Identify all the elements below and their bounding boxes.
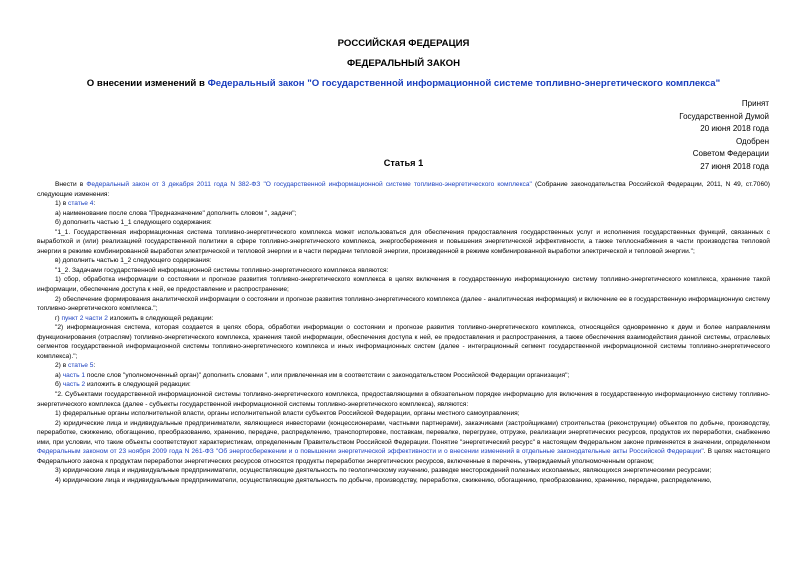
paragraph-text: г)	[55, 314, 62, 322]
paragraph-text: а)	[55, 371, 63, 379]
paragraph-text: "2. Субъектами государственной информационной системы топливно-энергетического комплекса, предоставляющими в обязательном порядке информацию для включения в государственную информационную систему топливно-энергетического комплекса (далее - субъекты государственной информационной системы топливно-энергетического комплекса), являются:	[37, 391, 770, 408]
body-paragraph	[37, 409, 770, 419]
body-paragraph	[37, 371, 770, 381]
approved-by: Советом Федерации	[692, 149, 769, 158]
paragraph-text: 1) в	[55, 200, 69, 208]
law-title-link[interactable]: Федеральный закон "О государственной информационной системе топливно-энергетического комплекса"	[207, 78, 721, 89]
body-paragraph	[37, 323, 770, 361]
paragraph-text: "1_2. Задачами государственной информационной системы топливно-энергетического комплекса являются:	[55, 266, 389, 274]
adopted-date: 20 июня 2018 года	[700, 124, 769, 133]
paragraph-text: 2) обеспечение формирования аналитической информации о состоянии и прогнозе развития топливно-энергетического комплекса (далее - аналитическая информация) и включение ее в государственную информационную систему топливно-энергетического комплекса.";	[37, 295, 770, 313]
paragraph-text: 1) федеральные органы исполнительной власти, органы исполнительной власти субъектов Российской Федерации, органы местного самоуправления;	[55, 410, 520, 418]
paragraph-text: Внести в	[55, 181, 87, 188]
paragraph-text: "2) информационная система, которая создается в целях сбора, обработки информации о состоянии и прогнозе развития топливно-энергетического комплекса, относящейся одновременно к двум и более направлениям функционирования (отраслям) топливно-энергетического комплекса, хранения такой информации, обеспечения доступа к ней, ее предоставления и распространения, а также обеспечения взаимодействия данной системы, отраслевых сегментов государственной информационной системы топливно-энергетического комплекса и иных информационных систем (далее - интеграционный сегмент государственной информационной системы топливно-энергетического комплекса).";	[37, 324, 770, 360]
law-reference-link[interactable]: Федеральный закон от 3 декабря 2011 года N 382-ФЗ "О государственной информационной системе топливно-энергетического комплекса"	[86, 181, 532, 188]
paragraph-text: "1_1. Государственная информационная система топливно-энергетического комплекса может использоваться для обеспечения предоставления государственных услуг и исполнения государственных функций, связанных с выработкой и (или) реализацией государственной политики в сфере топливно-энергетического комплекса, энергосбережения и повышения энергетической эффективности, а также теплоснабжения в части производства тепловой энергии в режиме комбинированной выработки электрической и тепловой энергии и в части передачи тепловой энергии, произведенной в режиме комбинированной выработки электрической и тепловой энергии.";	[37, 228, 770, 255]
body-paragraph	[37, 199, 770, 209]
paragraph-text: 2) юридические лица и индивидуальные предприниматели, являющиеся инвесторами (концессионерами, частными партнерами), заказчиками (застройщиками) строительства (реконструкции) объектов по добыче, производству, переработке, сжижению, обогащению, преобразованию, хранению, передаче, распределению, транспортировке, поставкам, перевалке, перегрузке, отгрузке, реализации энергетических ресурсов, продуктов их переработки, снабжению ими, при условии, что такие объекты соответствуют характеристикам, определенным Правительством Российской Федерации. Понятие "энергетический ресурс" в настоящем Федеральном законе применяется в значении, определенном	[37, 419, 770, 446]
body-paragraph	[37, 275, 770, 294]
body-paragraph	[37, 361, 770, 371]
document-body	[37, 180, 770, 486]
law-reference-link[interactable]: часть 2	[62, 381, 86, 389]
paragraph-text: :	[93, 362, 96, 370]
law-reference-link[interactable]: пункт 2 части 2	[61, 314, 108, 322]
paragraph-text: б) дополнить частью 1_1 следующего содержания:	[55, 219, 212, 227]
law-title	[0, 78, 807, 89]
body-paragraph	[37, 476, 770, 486]
law-reference-link[interactable]: статье 4	[68, 200, 94, 208]
body-paragraph	[37, 390, 770, 409]
paragraph-text: а) наименование после слова "Предназначение" дополнить словом ", задачи";	[55, 209, 297, 217]
paragraph-text: :	[93, 200, 96, 208]
paragraph-text: 2) в	[55, 362, 69, 370]
body-paragraph	[37, 295, 770, 314]
law-type-heading: ФЕДЕРАЛЬНЫЙ ЗАКОН	[346, 58, 461, 69]
body-paragraph	[37, 266, 770, 276]
law-reference-link[interactable]: Федеральным законом от 23 ноября 2009 года N 261-ФЗ "Об энергосбережении и о повышении энергетической эффективности и о внесении изменений в отдельные законодательные акты Российской Федерации"	[37, 448, 704, 456]
paragraph-text: изложить в следующей редакции:	[85, 381, 191, 389]
adopted-by: Государственной Думой	[679, 111, 769, 121]
body-paragraph	[37, 180, 770, 199]
article-heading: Статья 1	[383, 158, 424, 168]
paragraph-text: (Собрание законодательства Российской Федерации, 2011, N 49, ст.7060) следующие изменения:	[37, 181, 771, 198]
paragraph-text: после слов "уполномоченный орган)" дополнить словами ", или привлеченная им в соответствии с законодательством Российской Федерации организация";	[85, 371, 570, 379]
body-paragraph	[37, 380, 770, 390]
country-heading: РОССИЙСКАЯ ФЕДЕРАЦИЯ	[337, 38, 470, 49]
law-reference-link[interactable]: статье 5	[68, 362, 94, 370]
body-paragraph	[37, 314, 770, 324]
approved-label: Одобрен	[735, 136, 769, 146]
body-paragraph	[37, 218, 770, 228]
body-paragraph	[37, 466, 770, 476]
paragraph-text: . В целях настоящего Федерального закона к продуктам переработки энергетических ресурсов относятся продукты переработки энергетических ресурсов, включенные в перечень, утверждаемый уполномоченным органом;	[37, 448, 771, 465]
law-title-prefix: О внесении изменений в	[86, 78, 208, 89]
paragraph-text: б)	[55, 381, 63, 389]
body-paragraph	[37, 209, 770, 219]
paragraph-text: 4) юридические лица и индивидуальные предприниматели, осуществляющие деятельность по добыче, производству, переработке, сжижению, обогащению, преобразованию, хранению, передаче, распределению,	[55, 476, 712, 484]
paragraph-text: 1) сбор, обработка информации о состоянии и прогнозе развития топливно-энергетического комплекса в целях включения в государственную информационную систему топливно-энергетического комплекса, хранение такой информации, обеспечение доступа к ней, ее предоставление и распространение;	[37, 276, 770, 294]
paragraph-text: изложить в следующей редакции:	[107, 314, 214, 322]
body-paragraph	[37, 256, 770, 266]
body-paragraph	[37, 228, 770, 257]
paragraph-text: 3) юридические лица и индивидуальные предприниматели, осуществляющие деятельность по геологическому изучению, разведке месторождений полезных ископаемых, являющихся энергетическими ресурсами;	[55, 467, 712, 475]
approved-date: 27 июня 2018 года	[700, 161, 769, 171]
body-paragraph	[37, 419, 770, 467]
paragraph-text: в) дополнить частью 1_2 следующего содержания:	[55, 257, 212, 265]
adopted-label: Принят	[741, 99, 769, 108]
law-reference-link[interactable]: часть 1	[62, 371, 86, 379]
